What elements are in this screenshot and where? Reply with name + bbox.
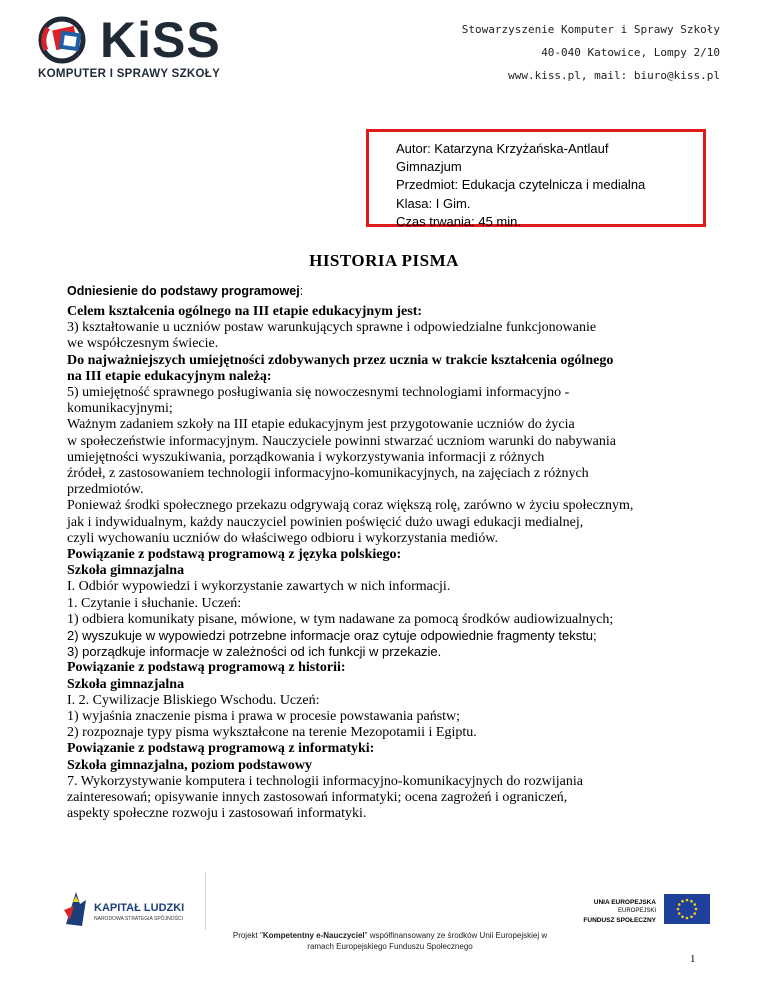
- body-line: aspekty społeczne rozwoju i zastosowań informatyki.: [67, 806, 367, 822]
- body-line: 3) kształtowanie u uczniów postaw warunkujących sprawne i odpowiedzialne funkcjonowanie: [67, 320, 597, 336]
- body-line: 5) umiejętność sprawnego posługiwania się nowoczesnymi technologiami informacyjno -: [67, 385, 570, 401]
- body-line: 2) wyszukuje w wypowiedzi potrzebne informacje oraz cytuje odpowiednie fragmenty tekstu;: [67, 628, 597, 644]
- document-title: HISTORIA PISMA: [309, 251, 459, 270]
- body-line: 1) wyjaśnia znaczenie pisma i prawa w procesie powstawania państw;: [67, 709, 461, 725]
- info-school: Gimnazjum: [396, 159, 462, 175]
- eu-line3: FUNDUSZ SPOŁECZNY: [583, 917, 656, 924]
- body-line: Do najważniejszych umiejętności zdobywanych przez ucznia w trakcie kształcenia ogólnego: [67, 352, 614, 368]
- document-body: [67, 304, 747, 823]
- body-line: umiejętności wyszukiwania, porządkowania i wykorzystywania informacji z różnych: [67, 449, 545, 465]
- eu-line2: EUROPEJSKI: [617, 908, 656, 914]
- body-line: Powiązanie z podstawą programową z informatyki:: [67, 741, 375, 757]
- kapital-ludzki-icon: [62, 890, 90, 928]
- body-line: Szkoła gimnazjalna: [67, 563, 185, 579]
- body-line: komunikacyjnymi;: [67, 401, 173, 417]
- body-line: 1. Czytanie i słuchanie. Uczeń:: [67, 595, 242, 611]
- body-line: zainteresowań; opisywanie innych zastosowań informatyki; ocena zagrożeń i ograniczeń,: [67, 790, 568, 806]
- body-line: 2) rozpoznaje typy pisma wykształcone na terenie Mezopotamii i Egiptu.: [67, 725, 477, 741]
- info-class: Klasa: I Gim.: [396, 195, 471, 211]
- page-number: 1: [690, 953, 696, 965]
- footer-note-project: Kompetentny e-Nauczyciel: [262, 931, 365, 940]
- body-line: w społeczeństwie informacyjnym. Nauczyciele powinni stwarzać uczniom warunki do nabywania: [67, 433, 616, 449]
- body-line: Powiązanie z podstawą programową z języka polskiego:: [67, 547, 402, 563]
- info-duration: Czas trwania: 45 min.: [396, 213, 521, 229]
- eu-flag-icon: [664, 894, 710, 924]
- body-line: I. Odbiór wypowiedzi i wykorzystanie zawartych w nich informacji.: [67, 579, 451, 595]
- eu-line1: UNIA EUROPEJSKA: [593, 899, 656, 906]
- body-line: Szkoła gimnazjalna, poziom podstawowy: [67, 757, 313, 773]
- body-line: jak i indywidualnym, każdy nauczyciel powinien poświęcić dużo uwagi edukacji medialnej,: [67, 514, 584, 530]
- info-author: Autor: Katarzyna Krzyżańska-Antlauf: [396, 141, 609, 156]
- body-line: Celem kształcenia ogólnego na III etapie edukacyjnym jest:: [67, 304, 423, 319]
- kapital-ludzki-logo: [62, 890, 202, 930]
- body-line: czyli wychowaniu uczniów do właściwego odbioru i wykorzystania mediów.: [67, 530, 499, 546]
- footer-note-pre: Projekt ": [232, 931, 263, 940]
- body-line: 3) porządkuje informacje w zależności od ich funkcji w przekazie.: [67, 644, 442, 660]
- eu-logo: [572, 894, 712, 934]
- body-line: przedmiotów.: [67, 482, 144, 498]
- section-subtitle: [67, 284, 303, 298]
- body-line: 1) odbiera komunikaty pisane, mówione, w tym nadawane za pomocą środków audiowizualnych;: [67, 611, 614, 627]
- logo-text: KiSS: [100, 12, 221, 68]
- kiss-logo: [38, 14, 228, 84]
- kapital-ludzki-title: KAPITAŁ LUDZKI: [94, 902, 185, 914]
- footer-divider: [205, 872, 206, 930]
- eu-text: [583, 898, 656, 925]
- org-address: 40-040 Katowice, Lompy 2/10: [541, 46, 720, 59]
- body-line: źródeł, z zastosowaniem technologii informacyjno-komunikacyjnych, na zajęciach z różnych: [67, 466, 589, 482]
- body-line: na III etapie edukacyjnym należą:: [67, 368, 272, 384]
- body-line: Szkoła gimnazjalna: [67, 676, 185, 692]
- body-line: Powiązanie z podstawą programową z historii:: [67, 660, 346, 676]
- org-name: Stowarzyszenie Komputer i Sprawy Szkoły: [461, 23, 720, 36]
- logo-subtitle: KOMPUTER I SPRAWY SZKOŁY: [38, 68, 221, 80]
- organization-info: [462, 18, 720, 87]
- subtitle-colon: :: [299, 284, 304, 298]
- body-line: we współczesnym świecie.: [67, 336, 219, 352]
- lesson-info-box: [366, 129, 706, 227]
- kiss-logo-icon: [38, 14, 100, 66]
- footer-note-line2: ramach Europejskiego Funduszu Społecznego: [307, 942, 473, 951]
- footer-project-note: [200, 930, 580, 952]
- body-line: Ponieważ środki społecznego przekazu odgrywają coraz większą rolę, zarówno w życiu społecznym,: [67, 498, 634, 514]
- org-contact: www.kiss.pl, mail: biuro@kiss.pl: [508, 69, 720, 82]
- body-line: 7. Wykorzystywanie komputera i technologii informacyjno-komunikacyjnych do rozwijania: [67, 773, 583, 789]
- footer-note-post: " współfinansowany ze środków Unii Europejskiej w: [364, 931, 548, 940]
- info-subject: Przedmiot: Edukacja czytelnicza i medialna: [396, 177, 646, 193]
- kapital-ludzki-subtitle: NARODOWA STRATEGIA SPÓJNOŚCI: [94, 916, 183, 922]
- body-line: Ważnym zadaniem szkoły na III etapie edukacyjnym jest przygotowanie uczniów do życia: [67, 417, 575, 433]
- subtitle-text: Odniesienie do podstawy programowej: [67, 284, 300, 298]
- body-line: I. 2. Cywilizacje Bliskiego Wschodu. Uczeń:: [67, 692, 320, 708]
